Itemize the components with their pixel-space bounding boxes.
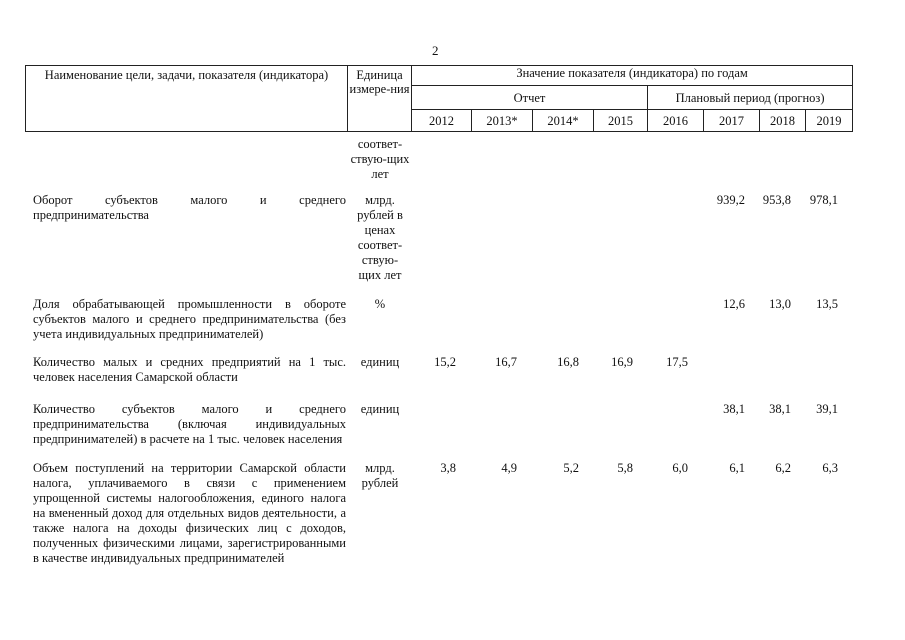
indicator-name: Оборот субъектов малого и среднего предпринимательства: [33, 193, 346, 222]
indicator-value: 16,8: [557, 355, 579, 369]
indicator-table: [25, 65, 852, 565]
indicator-value: 953,8: [762, 193, 791, 207]
indicator-unit: %: [374, 297, 386, 311]
header-year: 2014*: [533, 110, 594, 132]
indicator-value: 16,9: [611, 355, 633, 369]
continued-unit: соответ-ствую-щих лет: [350, 137, 410, 181]
indicator-value: 978,1: [809, 193, 838, 207]
indicator-value: 6,1: [729, 461, 745, 475]
indicator-value: 6,3: [822, 461, 838, 475]
header-year: 2013*: [472, 110, 533, 132]
header-values: Значение показателя (индикатора) по годам: [412, 66, 853, 86]
header-year: 2017: [704, 110, 760, 132]
header-unit: Единица измере-ния: [348, 66, 412, 132]
header-year: 2016: [648, 110, 704, 132]
header-name: Наименование цели, задачи, показателя (индикатора): [26, 66, 348, 132]
indicator-value: 15,2: [434, 355, 456, 369]
indicator-value: 4,9: [501, 461, 517, 475]
indicator-value: 39,1: [816, 402, 838, 416]
indicator-value: 16,7: [495, 355, 517, 369]
indicator-value: 12,6: [723, 297, 745, 311]
header-report: Отчет: [412, 86, 648, 110]
indicator-value: 6,2: [775, 461, 791, 475]
indicator-value: 13,0: [769, 297, 791, 311]
header-plan: Плановый период (прогноз): [648, 86, 853, 110]
indicator-value: 5,8: [617, 461, 633, 475]
header-year: 2012: [412, 110, 472, 132]
indicator-value: 38,1: [723, 402, 745, 416]
indicator-unit: единиц: [360, 355, 400, 369]
indicator-value: 38,1: [769, 402, 791, 416]
header-year: 2019: [806, 110, 853, 132]
table-header: [25, 65, 853, 132]
indicator-value: 6,0: [672, 461, 688, 475]
indicator-value: 17,5: [666, 355, 688, 369]
indicator-name: Доля обрабатывающей промышленности в обороте субъектов малого и среднего предпринимательства (без учета индивидуальных предпринимателей): [33, 297, 346, 341]
indicator-name: Количество малых и средних предприятий на 1 тыс. человек населения Самарской области: [33, 355, 346, 384]
indicator-unit: единиц: [360, 402, 400, 416]
header-year: 2018: [760, 110, 806, 132]
indicator-unit: млрд. рублей в ценах соответ-ствую-щих лет: [357, 193, 403, 282]
indicator-value: 5,2: [563, 461, 579, 475]
indicator-name: Количество субъектов малого и среднего предпринимательства (включая индивидуальных предпринимателей) в расчете на 1 тыс. человек населения: [33, 402, 346, 446]
indicator-name: Объем поступлений на территории Самарской области налога, уплачиваемого в связи с применением упрощенной системы налогообложения, единого налога на вмененный доход для отдельных видов деятельности, а также налога на доходы физических лиц с доходов, полученных физическими лицами, зарегистрированными в качестве индивидуальных предпринимателей: [33, 461, 346, 565]
page-number: 2: [432, 43, 439, 58]
indicator-unit: млрд. рублей: [361, 461, 399, 490]
indicator-value: 3,8: [440, 461, 456, 475]
indicator-value: 13,5: [816, 297, 838, 311]
indicator-value: 939,2: [716, 193, 745, 207]
header-year: 2015: [594, 110, 648, 132]
